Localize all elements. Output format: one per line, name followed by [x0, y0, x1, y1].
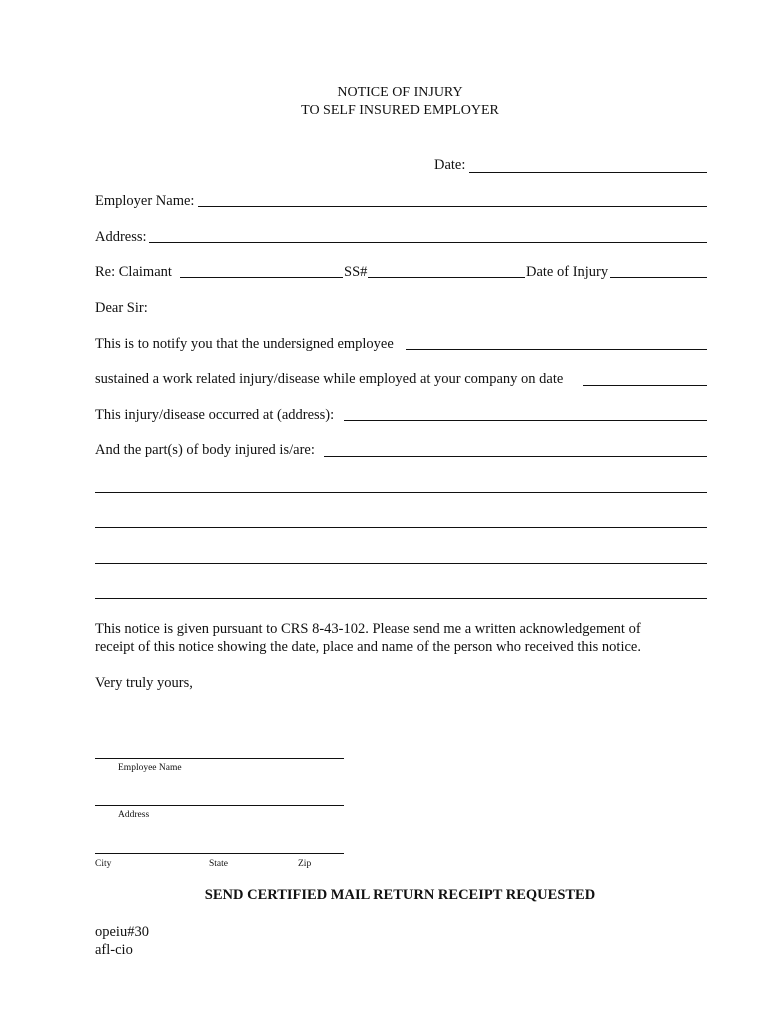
- state-caption: State: [209, 859, 228, 869]
- salutation: Dear Sir:: [95, 300, 148, 316]
- date-of-injury-field-line[interactable]: [610, 277, 707, 278]
- date-label: Date:: [434, 157, 466, 173]
- notice-line-1: This notice is given pursuant to CRS 8-43-102. Please send me a written acknowledgement of: [95, 621, 641, 637]
- date-of-injury-label: Date of Injury: [526, 264, 609, 280]
- date-field-line[interactable]: [469, 172, 707, 173]
- union-line-1: opeiu#30: [95, 924, 149, 940]
- claimant-field-line[interactable]: [180, 277, 343, 278]
- occurred-text: This injury/disease occurred at (address):: [95, 407, 335, 423]
- injury-address-field-line[interactable]: [344, 420, 707, 421]
- injury-date-field-line[interactable]: [583, 385, 707, 386]
- blank-line[interactable]: [95, 563, 707, 564]
- employee-name-signature-line[interactable]: [95, 758, 344, 759]
- address-label: Address:: [95, 229, 147, 245]
- city-state-zip-line[interactable]: [95, 853, 344, 854]
- blank-line[interactable]: [95, 492, 707, 493]
- notify-text: This is to notify you that the undersigned employee: [95, 336, 394, 352]
- blank-line[interactable]: [95, 598, 707, 599]
- body-parts-text: And the part(s) of body injured is/are:: [95, 442, 315, 458]
- city-caption: City: [95, 859, 112, 869]
- address-field-line[interactable]: [149, 242, 707, 243]
- employee-field-line[interactable]: [406, 349, 707, 350]
- address-caption: Address: [118, 810, 150, 820]
- union-line-2: afl-cio: [95, 942, 133, 958]
- body-parts-field-line[interactable]: [324, 456, 707, 457]
- certified-mail-instruction: SEND CERTIFIED MAIL RETURN RECEIPT REQUESTED: [204, 887, 596, 903]
- ss-field-line[interactable]: [368, 277, 525, 278]
- claimant-label: Re: Claimant: [95, 264, 172, 280]
- title-line-1: NOTICE OF INJURY: [337, 85, 463, 100]
- closing: Very truly yours,: [95, 675, 193, 691]
- blank-line[interactable]: [95, 527, 707, 528]
- sustained-text: sustained a work related injury/disease while employed at your company on date: [95, 371, 564, 387]
- employer-name-label: Employer Name:: [95, 193, 195, 209]
- zip-caption: Zip: [298, 859, 312, 869]
- employee-name-caption: Employee Name: [118, 763, 182, 773]
- title-line-2: TO SELF INSURED EMPLOYER: [301, 103, 499, 118]
- employer-name-field-line[interactable]: [198, 206, 707, 207]
- notice-line-2: receipt of this notice showing the date, place and name of the person who received this notice.: [95, 639, 641, 655]
- ss-label: SS#: [344, 264, 368, 280]
- address-signature-line[interactable]: [95, 805, 344, 806]
